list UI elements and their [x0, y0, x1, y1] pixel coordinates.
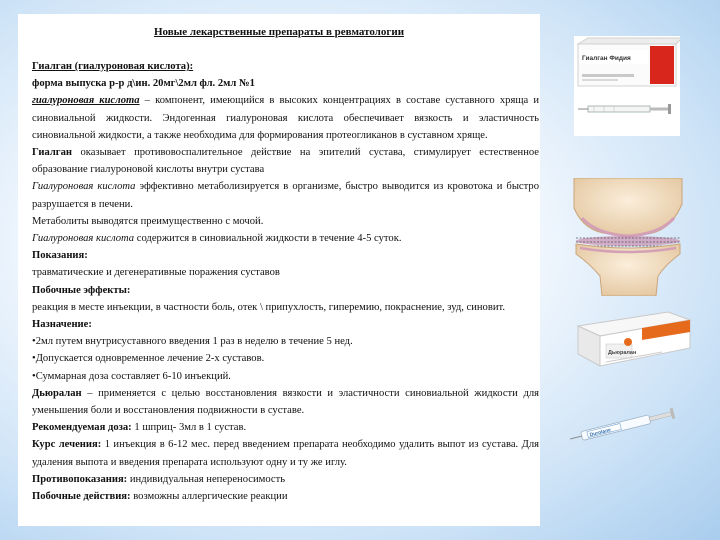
durolane-syringe-image	[566, 398, 690, 448]
duralan-text: – применяется с целью восстановления вязкости и эластичности синовиальной жидкости для уменьшения боли и восстановления подвижности в суставе.	[32, 387, 539, 417]
purpose-item: •Суммарная доза составляет 6-10 инъекций.	[32, 370, 231, 382]
course-label: Курс лечения:	[32, 439, 102, 451]
contra-text: индивидуальная непереносимость	[127, 473, 286, 485]
side-effects-text: реакция в месте инъекции, в частности боль, отек \ припухлость, гиперемию, покраснение, зуд, синовит.	[32, 301, 506, 313]
gialgan-form: форма выпуска р-р д\ин. 20мг\2мл фл. 2мл №1	[32, 78, 255, 90]
gialgan-desc-term: гиалуроновая кислота	[32, 95, 140, 107]
gialgan-desc-text: – компонент, имеющийся в высоких концентрациях в составе суставного хряща и синовиальной жидкости. Эндогенная гиалуроновая кислота обеспечивает вязкость и эластичность синовиальной жидкости, а также необходима для формирования протеогликанов в суставном хряще.	[32, 95, 539, 141]
duralan-side-label: Побочные действия:	[32, 491, 131, 503]
gialgan-heading: Гиалган (гиалуроновая кислота):	[32, 61, 194, 72]
purpose-item: •2мл путем внутрисуставного введения 1 раз в неделю в течение 5 нед.	[32, 336, 353, 348]
contra-label: Противопоказания:	[32, 473, 128, 485]
gialgan-effect-term: Гиалган	[32, 147, 72, 159]
dose-label: Рекомендуемая доза:	[32, 422, 132, 434]
gialgan-content-text: содержится в синовиальной жидкости в течение 4-5 суток.	[134, 233, 402, 245]
purpose-label: Назначение:	[32, 319, 92, 331]
knee-joint-image	[566, 178, 690, 296]
purpose-item: •Допускается одновременное лечение 2-х суставов.	[32, 353, 265, 365]
syringe-label: Durolane	[589, 427, 612, 439]
gialgan-metab-text: эффективно метаболизируется в организме, быстро выводится из кровотока и быстро разрушается в печени.	[32, 181, 539, 210]
duralan-side-text: возможны аллергические реакции	[130, 491, 288, 503]
page-title: Новые лекарственные препараты в ревматологии	[153, 26, 405, 38]
gialgan-package-image	[574, 36, 680, 136]
durolane-box-label: Дьюралан	[608, 350, 637, 356]
gialgan-metabolites: Метаболиты выводятся преимущественно с мочой.	[32, 215, 264, 227]
gialgan-effect-text: оказывает противовоспалительное действие на эпителий сустава, стимулирует естественное образование гиалуроновой кислоты внутри сустава	[32, 147, 539, 176]
gialgan-box-label: Гиалган Фидия	[582, 55, 631, 62]
body-text	[32, 58, 539, 505]
durolane-package-image	[572, 304, 696, 396]
dose-text: 1 шприц- 3мл в 1 сустав.	[131, 422, 247, 434]
gialgan-content-term: Гиалуроновая кислота	[32, 233, 135, 245]
syringe-icon	[569, 408, 675, 445]
course-text: 1 инъекция в 6-12 мес. перед введением препарата необходимо удалить выпот из сустава. Для удаления выпота и введения препарата используют одну и ту же иглу.	[32, 439, 539, 468]
gialgan-metab-term: Гиалуроновая кислота	[32, 181, 136, 193]
duralan-term: Дьюралан	[32, 387, 82, 399]
indications-label: Показания:	[32, 250, 88, 262]
text-panel	[18, 14, 540, 526]
side-effects-label: Побочные эффекты:	[32, 284, 131, 296]
indications-text: травматические и дегенеративные поражения суставов	[32, 267, 280, 279]
